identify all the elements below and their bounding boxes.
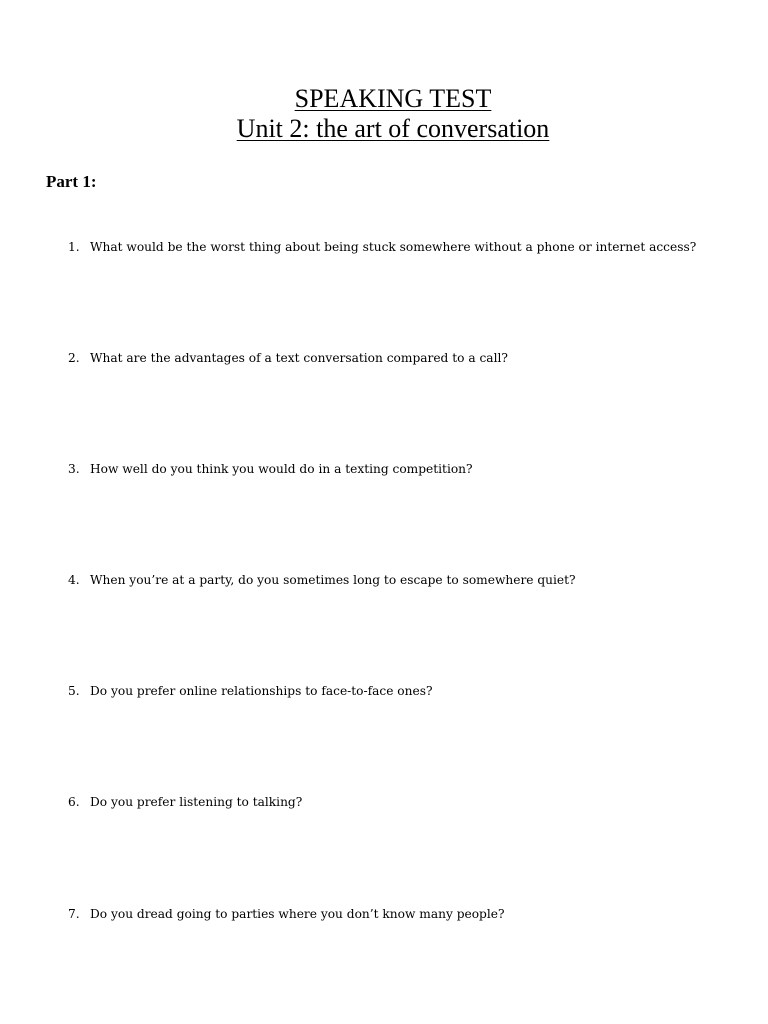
question-text: Do you prefer online relationships to face-to-face ones? (90, 684, 433, 698)
question-text: What are the advantages of a text conversation compared to a call? (90, 351, 508, 365)
question-text: What would be the worst thing about being stuck somewhere without a phone or internet access? (90, 240, 697, 254)
question-number: 1. (68, 240, 80, 254)
question-number: 2. (68, 351, 80, 365)
question-item (68, 350, 758, 366)
document-title: SPEAKING TEST (294, 84, 492, 113)
question-number: 4. (68, 573, 80, 587)
question-text: Do you dread going to parties where you don’t know many people? (90, 907, 505, 921)
question-number: 6. (68, 795, 80, 809)
question-item (68, 239, 758, 255)
question-item (68, 572, 758, 588)
question-number: 3. (68, 462, 80, 476)
question-text: How well do you think you would do in a texting competition? (90, 462, 473, 476)
question-item (68, 794, 758, 810)
document-subtitle: Unit 2: the art of conversation (236, 114, 550, 143)
part-heading: Part 1: (46, 172, 97, 191)
question-item (68, 461, 758, 477)
question-item (68, 683, 758, 699)
question-item (68, 906, 758, 922)
question-text: Do you prefer listening to talking? (90, 795, 303, 809)
question-text: When you’re at a party, do you sometimes long to escape to somewhere quiet? (90, 573, 576, 587)
question-number: 5. (68, 684, 80, 698)
question-number: 7. (68, 907, 80, 921)
